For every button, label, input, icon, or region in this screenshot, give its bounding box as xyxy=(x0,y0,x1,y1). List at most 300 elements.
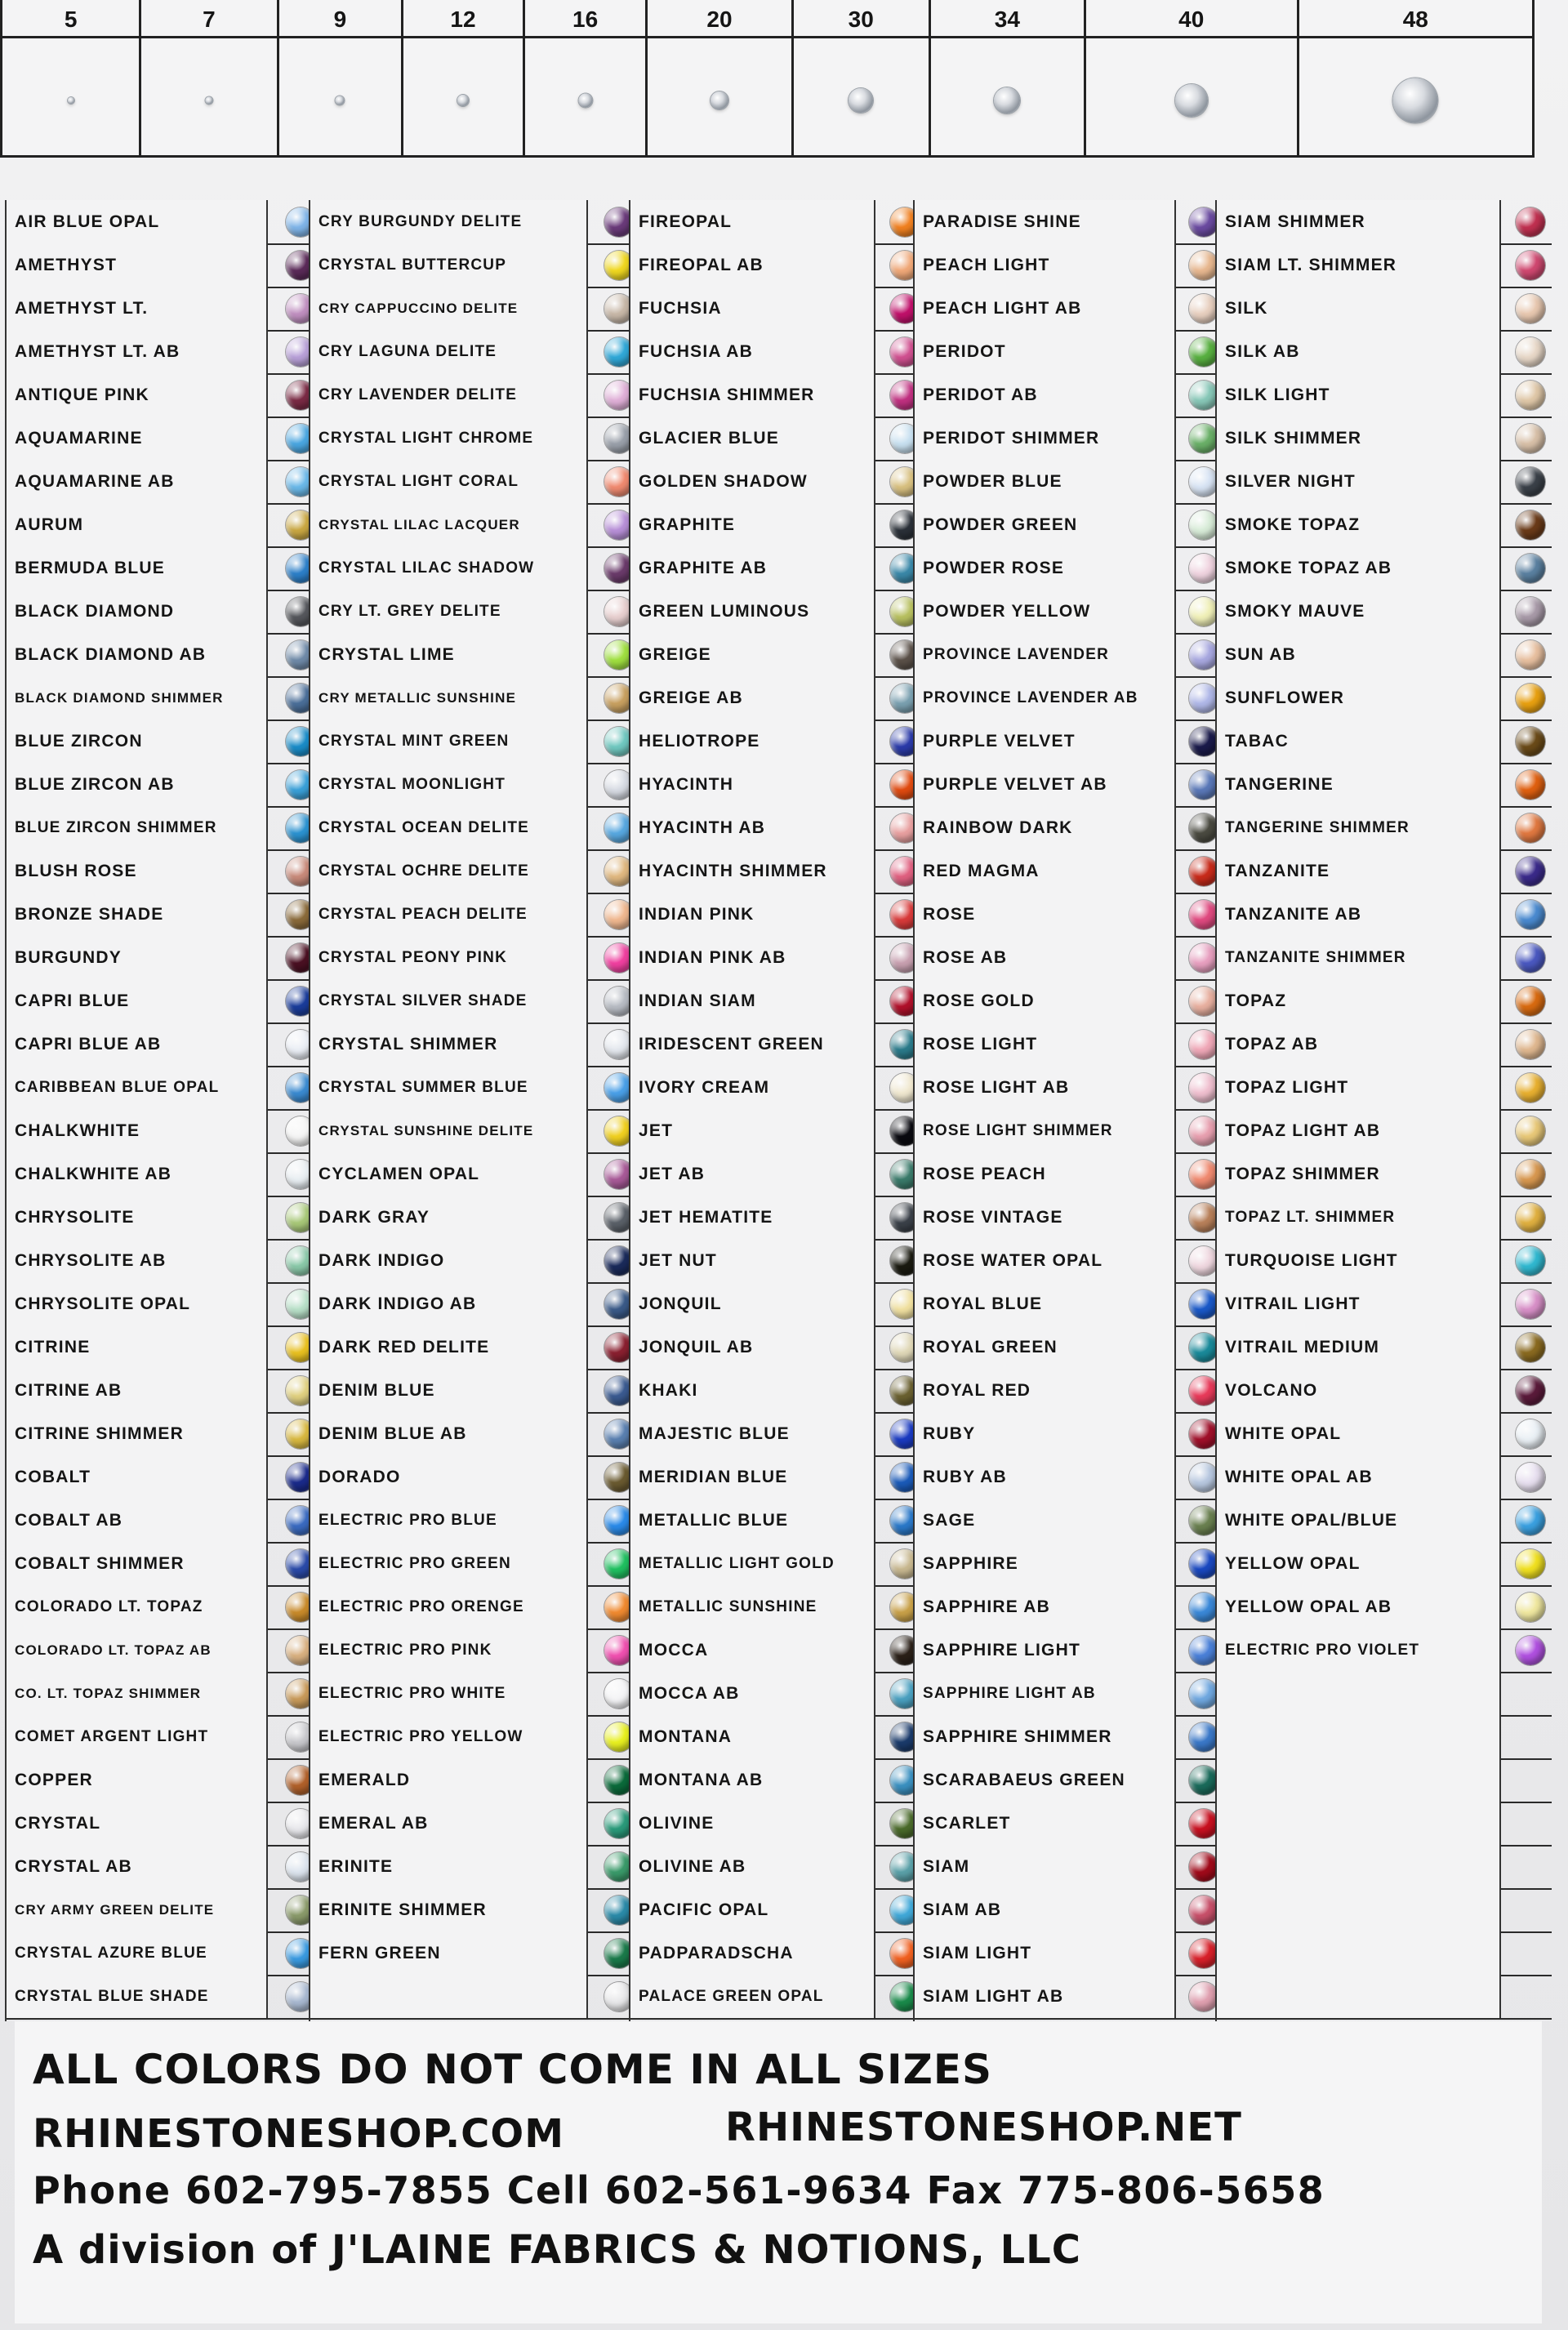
color-row xyxy=(7,849,322,894)
color-name: PEACH LIGHT xyxy=(915,243,1176,287)
color-row xyxy=(310,1369,640,1414)
color-row xyxy=(1217,1369,1552,1414)
rhinestone-swatch-icon xyxy=(1189,597,1218,626)
size-label: 5 xyxy=(2,0,139,38)
color-row xyxy=(7,763,322,808)
color-name: SILK AB xyxy=(1217,330,1501,373)
rhinestone-swatch-icon xyxy=(1516,1333,1545,1362)
rhinestone-swatch-icon xyxy=(1516,1290,1545,1319)
color-name: SAPPHIRE AB xyxy=(915,1585,1176,1628)
crystal-sample-icon xyxy=(205,97,212,105)
color-row xyxy=(915,330,1225,375)
color-row xyxy=(915,1325,1225,1370)
color-row xyxy=(7,1888,322,1933)
color-name: FIREOPAL xyxy=(630,200,875,243)
color-column-2 xyxy=(309,200,640,2021)
color-row xyxy=(1217,1282,1552,1327)
color-name: CARIBBEAN BLUE OPAL xyxy=(7,1066,268,1109)
color-row xyxy=(630,893,926,938)
color-name xyxy=(1217,1672,1501,1715)
color-row xyxy=(310,1022,640,1067)
rhinestone-swatch-icon xyxy=(1516,987,1545,1016)
color-row xyxy=(915,719,1225,764)
color-row xyxy=(310,1325,640,1370)
color-row xyxy=(310,763,640,808)
size-column-12 xyxy=(403,0,525,155)
color-row xyxy=(630,979,926,1024)
color-name: CO. LT. TOPAZ SHIMMER xyxy=(7,1672,268,1715)
rhinestone-swatch-icon xyxy=(1516,337,1545,367)
color-name: CHRYSOLITE xyxy=(7,1196,268,1239)
color-name: ELECTRIC PRO VIOLET xyxy=(1217,1628,1501,1672)
color-row xyxy=(630,1196,926,1241)
color-row xyxy=(630,1931,926,1976)
color-row xyxy=(915,1066,1225,1111)
color-row xyxy=(1217,287,1552,332)
size-label: 20 xyxy=(648,0,791,38)
color-row xyxy=(7,1109,322,1154)
color-row xyxy=(915,1802,1225,1847)
color-name: TOPAZ LIGHT xyxy=(1217,1066,1501,1109)
color-row xyxy=(1217,1325,1552,1370)
color-column-5 xyxy=(1215,200,1552,2021)
color-row xyxy=(7,503,322,548)
color-row xyxy=(1217,1845,1552,1890)
color-name: YELLOW OPAL AB xyxy=(1217,1585,1501,1628)
color-name: EMERALD xyxy=(310,1758,588,1802)
rhinestone-swatch-icon xyxy=(1189,1722,1218,1752)
color-name: COBALT AB xyxy=(7,1499,268,1542)
color-row xyxy=(310,1066,640,1111)
color-row xyxy=(1217,936,1552,981)
color-name: COBALT xyxy=(7,1455,268,1499)
color-row xyxy=(915,1022,1225,1067)
color-row xyxy=(630,1672,926,1717)
color-name: CRYSTAL LILAC SHADOW xyxy=(310,546,588,590)
color-row xyxy=(7,417,322,461)
color-name: SCARABAEUS GREEN xyxy=(915,1758,1176,1802)
color-name: PADPARADSCHA xyxy=(630,1931,875,1975)
color-row xyxy=(1217,1066,1552,1111)
color-row xyxy=(7,893,322,938)
rhinestone-swatch-icon xyxy=(1189,1376,1218,1406)
color-name: PURPLE VELVET xyxy=(915,719,1176,763)
rhinestone-swatch-icon xyxy=(1189,640,1218,670)
color-name: YELLOW OPAL xyxy=(1217,1542,1501,1585)
color-name: CRYSTAL OCEAN DELITE xyxy=(310,806,588,849)
color-row xyxy=(310,417,640,461)
color-row xyxy=(1217,1022,1552,1067)
color-row xyxy=(7,719,322,764)
color-row xyxy=(630,330,926,375)
color-row xyxy=(1217,1152,1552,1197)
color-name: JONQUIL xyxy=(630,1282,875,1325)
color-name: ROSE LIGHT xyxy=(915,1022,1176,1066)
crystal-sample-icon xyxy=(336,96,345,105)
color-name: SILK LIGHT xyxy=(1217,373,1501,417)
color-column-1 xyxy=(5,200,322,2021)
color-name: SMOKE TOPAZ xyxy=(1217,503,1501,546)
size-column-30 xyxy=(794,0,931,155)
color-row xyxy=(1217,1758,1552,1803)
color-name: BLUE ZIRCON AB xyxy=(7,763,268,806)
color-row xyxy=(915,1845,1225,1890)
color-name: FERN GREEN xyxy=(310,1931,588,1975)
rhinestone-swatch-icon xyxy=(1516,1419,1545,1449)
color-row xyxy=(1217,1196,1552,1241)
color-row xyxy=(630,1628,926,1673)
color-row xyxy=(630,1325,926,1370)
rhinestone-swatch-icon xyxy=(1516,1030,1545,1059)
color-row xyxy=(915,936,1225,981)
color-name: AMETHYST LT. AB xyxy=(7,330,268,373)
color-name: MOCCA AB xyxy=(630,1672,875,1715)
color-row xyxy=(630,1802,926,1847)
color-row xyxy=(630,590,926,635)
color-row xyxy=(310,633,640,678)
color-row xyxy=(915,1715,1225,1760)
color-row xyxy=(7,1715,322,1760)
color-name: CRYSTAL MOONLIGHT xyxy=(310,763,588,806)
rhinestone-swatch-icon xyxy=(1189,1852,1218,1882)
color-name: PEACH LIGHT AB xyxy=(915,287,1176,330)
color-name: GREEN LUMINOUS xyxy=(630,590,875,633)
color-row xyxy=(630,763,926,808)
color-row xyxy=(915,243,1225,288)
color-row xyxy=(915,1239,1225,1284)
color-row xyxy=(915,893,1225,938)
rhinestone-swatch-icon xyxy=(1516,554,1545,583)
color-row xyxy=(310,1802,640,1847)
color-name xyxy=(1217,1975,1501,2018)
color-row xyxy=(310,1672,640,1717)
color-row xyxy=(915,1931,1225,1976)
color-row xyxy=(7,1542,322,1587)
color-row xyxy=(1217,849,1552,894)
color-name: PACIFIC OPAL xyxy=(630,1888,875,1931)
rhinestone-swatch-icon xyxy=(1516,1636,1545,1665)
color-name: POWDER GREEN xyxy=(915,503,1176,546)
crystal-sample-icon xyxy=(578,94,592,108)
color-row xyxy=(1217,417,1552,461)
color-row xyxy=(915,806,1225,851)
color-row xyxy=(1217,979,1552,1024)
color-row xyxy=(915,676,1225,721)
color-name: KHAKI xyxy=(630,1369,875,1412)
color-row xyxy=(630,200,926,245)
color-name: IVORY CREAM xyxy=(630,1066,875,1109)
color-name xyxy=(1217,1715,1501,1758)
color-name: CHRYSOLITE OPAL xyxy=(7,1282,268,1325)
color-row xyxy=(915,1152,1225,1197)
color-name: ROSE LIGHT AB xyxy=(915,1066,1176,1109)
color-row xyxy=(7,460,322,505)
color-name: POWDER BLUE xyxy=(915,460,1176,503)
color-name: JET xyxy=(630,1109,875,1152)
crystal-sample-icon xyxy=(1175,84,1208,117)
color-row xyxy=(630,1499,926,1544)
color-row xyxy=(7,936,322,981)
color-name: CRYSTAL AB xyxy=(7,1845,268,1888)
color-name: SIAM LIGHT xyxy=(915,1931,1176,1975)
color-row xyxy=(7,287,322,332)
color-row xyxy=(630,676,926,721)
color-name: ROYAL BLUE xyxy=(915,1282,1176,1325)
color-name: CRYSTAL PEACH DELITE xyxy=(310,893,588,936)
color-row xyxy=(1217,1239,1552,1284)
color-row xyxy=(7,806,322,851)
color-name: AURUM xyxy=(7,503,268,546)
color-row xyxy=(7,676,322,721)
color-row xyxy=(7,1455,322,1500)
color-row xyxy=(310,460,640,505)
rhinestone-swatch-icon xyxy=(1516,1463,1545,1492)
color-row xyxy=(630,287,926,332)
color-name: SUNFLOWER xyxy=(1217,676,1501,719)
rhinestone-swatch-icon xyxy=(1516,1376,1545,1406)
color-row xyxy=(310,1542,640,1587)
color-column-4 xyxy=(913,200,1225,2021)
color-name: HYACINTH xyxy=(630,763,875,806)
crystal-sample-icon xyxy=(849,88,873,113)
rhinestone-swatch-icon xyxy=(1189,251,1218,280)
color-row xyxy=(630,633,926,678)
color-name: WHITE OPAL AB xyxy=(1217,1455,1501,1499)
size-label: 34 xyxy=(931,0,1084,38)
color-row xyxy=(630,1282,926,1327)
color-name: POWDER ROSE xyxy=(915,546,1176,590)
contact-numbers: Phone 602-795-7855 Cell 602-561-9634 Fax 775-806-5658 xyxy=(33,2168,1325,2212)
color-name: FUCHSIA xyxy=(630,287,875,330)
color-row xyxy=(7,200,322,245)
color-row xyxy=(915,1109,1225,1154)
color-row xyxy=(630,503,926,548)
color-row xyxy=(630,936,926,981)
color-name: WHITE OPAL/BLUE xyxy=(1217,1499,1501,1542)
color-name: CAPRI BLUE AB xyxy=(7,1022,268,1066)
color-row xyxy=(310,1499,640,1544)
color-name: TOPAZ LT. SHIMMER xyxy=(1217,1196,1501,1239)
color-row xyxy=(915,200,1225,245)
color-name: CRY LAGUNA DELITE xyxy=(310,330,588,373)
color-row xyxy=(630,1152,926,1197)
color-row xyxy=(7,1628,322,1673)
color-row xyxy=(630,806,926,851)
size-column-20 xyxy=(648,0,793,155)
color-row xyxy=(915,417,1225,461)
color-row xyxy=(7,1196,322,1241)
color-row xyxy=(7,1325,322,1370)
website-net-link[interactable]: RHINESTONESHOP.NET xyxy=(725,2105,1242,2150)
color-name: CRYSTAL SUMMER BLUE xyxy=(310,1066,588,1109)
color-row xyxy=(1217,460,1552,505)
size-header xyxy=(0,0,1535,158)
color-name: AMETHYST LT. xyxy=(7,287,268,330)
color-name: CRYSTAL SHIMMER xyxy=(310,1022,588,1066)
color-name: CRYSTAL LIGHT CORAL xyxy=(310,460,588,503)
color-name: PERIDOT xyxy=(915,330,1176,373)
color-name: TANGERINE xyxy=(1217,763,1501,806)
color-name: DARK GRAY xyxy=(310,1196,588,1239)
color-name: BERMUDA BLUE xyxy=(7,546,268,590)
color-name: COMET ARGENT LIGHT xyxy=(7,1715,268,1758)
color-name: CRYSTAL SUNSHINE DELITE xyxy=(310,1109,588,1152)
color-row xyxy=(310,893,640,938)
color-name: HELIOTROPE xyxy=(630,719,875,763)
color-row xyxy=(7,1975,322,2020)
color-column-3 xyxy=(629,200,926,2021)
color-name: SIAM LIGHT AB xyxy=(915,1975,1176,2018)
color-row xyxy=(915,1628,1225,1673)
rhinestone-swatch-icon xyxy=(1516,424,1545,453)
color-row xyxy=(1217,1499,1552,1544)
color-row xyxy=(7,1152,322,1197)
color-row xyxy=(1217,1628,1552,1673)
size-column-16 xyxy=(525,0,648,155)
color-row xyxy=(310,546,640,591)
color-row xyxy=(915,849,1225,894)
rhinestone-swatch-icon xyxy=(1189,554,1218,583)
color-row xyxy=(915,590,1225,635)
size-column-7 xyxy=(141,0,278,155)
color-row xyxy=(630,1888,926,1933)
color-name: OLIVINE xyxy=(630,1802,875,1845)
color-name: PALACE GREEN OPAL xyxy=(630,1975,875,2018)
size-label: 16 xyxy=(525,0,646,38)
color-row xyxy=(1217,1975,1552,2020)
color-name: CHALKWHITE AB xyxy=(7,1152,268,1196)
size-column-5 xyxy=(2,0,141,155)
rhinestone-swatch-icon xyxy=(1516,1506,1545,1535)
color-name: DORADO xyxy=(310,1455,588,1499)
color-name: BLUE ZIRCON xyxy=(7,719,268,763)
color-row xyxy=(310,1715,640,1760)
color-row xyxy=(310,1282,640,1327)
color-name: ROSE GOLD xyxy=(915,979,1176,1022)
color-row xyxy=(1217,1109,1552,1154)
color-row xyxy=(630,1455,926,1500)
color-row xyxy=(630,1845,926,1890)
color-name: VITRAIL MEDIUM xyxy=(1217,1325,1501,1369)
color-name: ANTIQUE PINK xyxy=(7,373,268,417)
color-row xyxy=(630,1369,926,1414)
color-name: BLUE ZIRCON SHIMMER xyxy=(7,806,268,849)
rhinestone-swatch-icon xyxy=(1516,597,1545,626)
color-row xyxy=(1217,763,1552,808)
color-name: ERINITE SHIMMER xyxy=(310,1888,588,1931)
color-name: INDIAN PINK AB xyxy=(630,936,875,979)
color-name: ELECTRIC PRO BLUE xyxy=(310,1499,588,1542)
color-row xyxy=(630,1066,926,1111)
color-row xyxy=(915,460,1225,505)
rhinestone-swatch-icon xyxy=(1516,1593,1545,1622)
color-row xyxy=(310,1628,640,1673)
color-name: ROYAL RED xyxy=(915,1369,1176,1412)
color-row xyxy=(310,287,640,332)
rhinestone-swatch-icon xyxy=(1189,1463,1218,1492)
color-name: PURPLE VELVET AB xyxy=(915,763,1176,806)
rhinestone-swatch-icon xyxy=(1189,1896,1218,1925)
rhinestone-swatch-icon xyxy=(1189,1506,1218,1535)
rhinestone-swatch-icon xyxy=(1516,813,1545,843)
color-name: ROSE PEACH xyxy=(915,1152,1176,1196)
color-name: CRYSTAL BUTTERCUP xyxy=(310,243,588,287)
color-row xyxy=(310,373,640,418)
color-name: SIAM xyxy=(915,1845,1176,1888)
rhinestone-swatch-icon xyxy=(1189,1333,1218,1362)
color-row xyxy=(7,590,322,635)
color-row xyxy=(310,676,640,721)
color-name: DENIM BLUE xyxy=(310,1369,588,1412)
color-name: GREIGE xyxy=(630,633,875,676)
color-name: RUBY xyxy=(915,1412,1176,1455)
color-name: CRYSTAL BLUE SHADE xyxy=(7,1975,268,2018)
color-name: SAPPHIRE xyxy=(915,1542,1176,1585)
color-name: SAPPHIRE LIGHT xyxy=(915,1628,1176,1672)
color-row xyxy=(7,1585,322,1630)
color-name: MAJESTIC BLUE xyxy=(630,1412,875,1455)
website-com-link[interactable]: RHINESTONESHOP.COM xyxy=(33,2111,564,2157)
color-name: MOCCA xyxy=(630,1628,875,1672)
color-row xyxy=(310,330,640,375)
color-row xyxy=(1217,676,1552,721)
color-name: TANZANITE SHIMMER xyxy=(1217,936,1501,979)
color-row xyxy=(1217,503,1552,548)
rhinestone-swatch-icon xyxy=(1189,1160,1218,1189)
rhinestone-swatch-icon xyxy=(1516,770,1545,800)
color-name: ROSE AB xyxy=(915,936,1176,979)
color-name: CITRINE AB xyxy=(7,1369,268,1412)
color-row xyxy=(630,460,926,505)
color-name: TURQUOISE LIGHT xyxy=(1217,1239,1501,1282)
color-name xyxy=(1217,1931,1501,1975)
color-name: ELECTRIC PRO ORENGE xyxy=(310,1585,588,1628)
rhinestone-swatch-icon xyxy=(1189,1419,1218,1449)
color-row xyxy=(630,1239,926,1284)
color-row xyxy=(7,1282,322,1327)
color-name: PARADISE SHINE xyxy=(915,200,1176,243)
size-column-48 xyxy=(1299,0,1535,155)
size-column-34 xyxy=(931,0,1086,155)
color-name: BLACK DIAMOND xyxy=(7,590,268,633)
color-name: AIR BLUE OPAL xyxy=(7,200,268,243)
color-row xyxy=(7,546,322,591)
color-name: BLACK DIAMOND AB xyxy=(7,633,268,676)
color-row xyxy=(1217,546,1552,591)
color-name: ELECTRIC PRO YELLOW xyxy=(310,1715,588,1758)
color-name: ROSE LIGHT SHIMMER xyxy=(915,1109,1176,1152)
color-name: PROVINCE LAVENDER AB xyxy=(915,676,1176,719)
rhinestone-swatch-icon xyxy=(1189,1116,1218,1146)
color-name: SAGE xyxy=(915,1499,1176,1542)
color-row xyxy=(630,1975,926,2020)
color-name: ELECTRIC PRO WHITE xyxy=(310,1672,588,1715)
color-name: ROYAL GREEN xyxy=(915,1325,1176,1369)
color-row xyxy=(915,1758,1225,1803)
color-row xyxy=(915,633,1225,678)
color-row xyxy=(7,979,322,1024)
rhinestone-swatch-icon xyxy=(1189,424,1218,453)
color-name xyxy=(310,1975,588,2018)
color-row xyxy=(310,200,640,245)
color-row xyxy=(1217,1585,1552,1630)
color-name: CITRINE xyxy=(7,1325,268,1369)
rhinestone-swatch-icon xyxy=(1189,1246,1218,1276)
color-row xyxy=(915,1672,1225,1717)
color-row xyxy=(630,1412,926,1457)
color-row xyxy=(630,546,926,591)
color-row xyxy=(630,1585,926,1630)
